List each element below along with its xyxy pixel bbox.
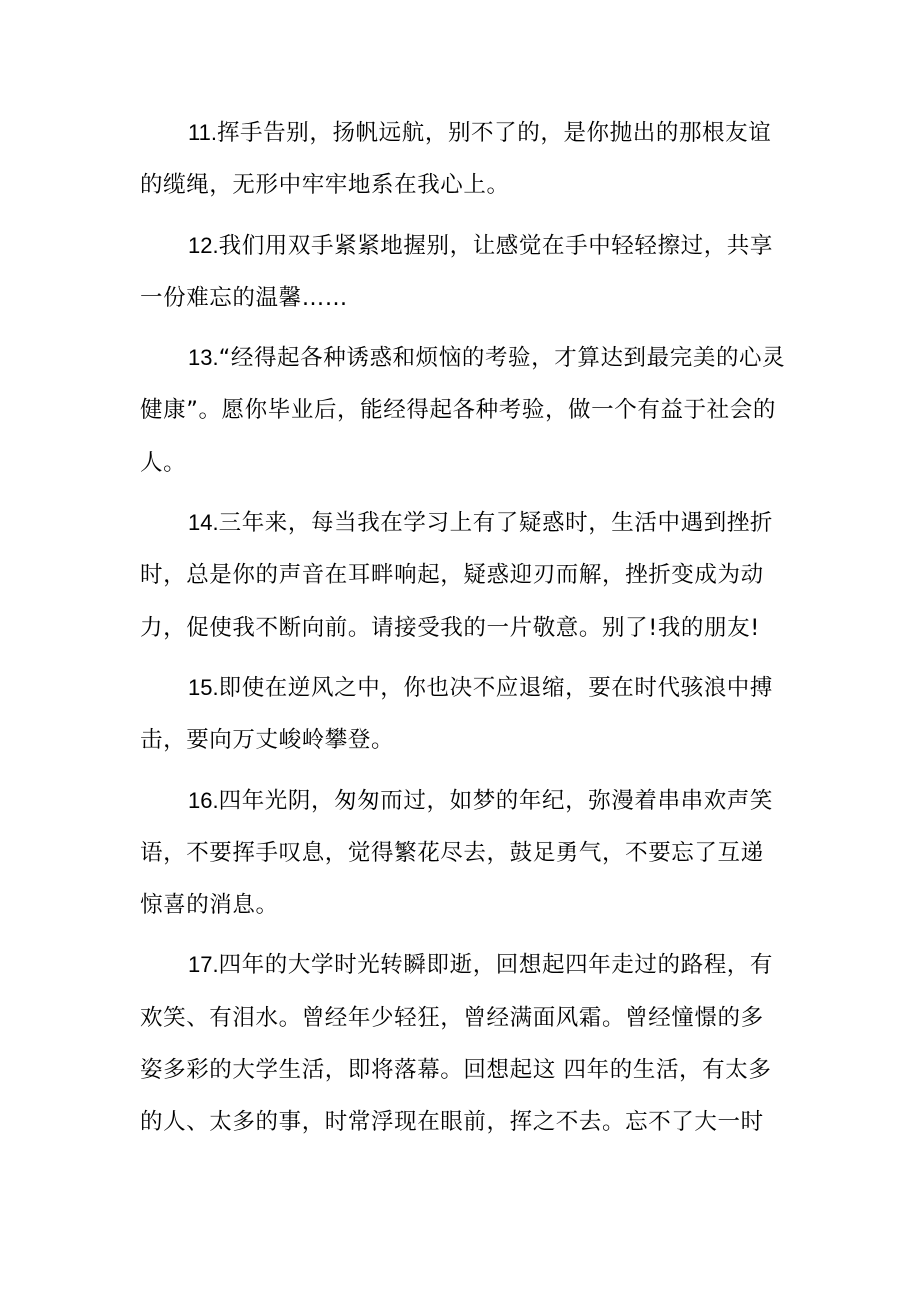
line-text: 我们用双手紧紧地握别，让感觉在手中轻轻擦过，共享 <box>218 232 773 259</box>
paragraph-number: 11. <box>188 120 217 145</box>
line-text: 四年的大学时光转瞬即逝，回想起四年走过的路程，有 <box>218 952 773 979</box>
paragraph-line: 惊喜的消息。 <box>140 892 279 919</box>
line-text: 四年光阴，匆匆而过，如梦的年纪，弥漫着串串欢声笑 <box>218 787 773 814</box>
paragraph-13 <box>140 343 790 500</box>
paragraph-line <box>140 508 790 560</box>
paragraph-line <box>140 231 790 283</box>
paragraph-line <box>140 118 790 170</box>
paragraph-line <box>140 673 790 725</box>
paragraph-line <box>140 950 790 1002</box>
paragraph-line <box>140 343 790 395</box>
paragraph-number: 13. <box>188 345 219 371</box>
line-text: 挥手告别，扬帆远航，别不了的，是你抛出的那根友谊 <box>216 120 772 146</box>
paragraph-16 <box>140 786 790 943</box>
line-text: “经得起各种诱惑和烦恼的考验，才算达到最完美的心灵 <box>218 345 786 372</box>
paragraph-17 <box>140 950 790 1159</box>
line-text: 三年来，每当我在学习上有了疑惑时，生活中遇到挫折 <box>218 510 773 537</box>
paragraph-line: 健康”。愿你毕业后，能经得起各种考验，做一个有益于社会的 <box>140 397 776 424</box>
paragraph-line: 姿多彩的大学生活，即将落幕。回想起这 四年的生活，有太多 <box>140 1057 772 1084</box>
paragraph-line: 语，不要挥手叹息，觉得繁花尽去，鼓足勇气，不要忘了互递 <box>140 839 764 866</box>
paragraph-line: 人。 <box>140 449 187 476</box>
paragraph-number: 17. <box>188 952 219 978</box>
paragraph-number: 14. <box>188 510 219 536</box>
paragraph-line: 击，要向万丈峻岭攀登。 <box>140 727 395 754</box>
paragraph-line: 一份难忘的温馨…… <box>140 284 348 311</box>
paragraph-11 <box>140 118 790 223</box>
document-body <box>140 118 790 1168</box>
paragraph-line: 的人、太多的事，时常浮现在眼前，挥之不去。忘不了大一时 <box>140 1109 764 1136</box>
line-text: 即使在逆风之中，你也决不应退缩，要在时代骇浪中搏 <box>218 674 773 701</box>
paragraph-line: 的缆绳，无形中牢牢地系在我心上。 <box>140 172 510 199</box>
paragraph-line: 欢笑、有泪水。曾经年少轻狂，曾经满面风霜。曾经憧憬的多 <box>140 1004 764 1031</box>
paragraph-line: 力，促使我不断向前。请接受我的一片敬意。别了!我的朋友! <box>140 614 760 641</box>
paragraph-12 <box>140 231 790 336</box>
paragraph-line: 时，总是你的声音在耳畔响起，疑惑迎刃而解，挫折变成为动 <box>140 562 764 589</box>
paragraph-number: 16. <box>188 787 219 813</box>
paragraph-number: 12. <box>188 232 219 258</box>
paragraph-15 <box>140 673 790 778</box>
paragraph-number: 15. <box>188 674 219 700</box>
paragraph-14 <box>140 508 790 665</box>
paragraph-line <box>140 786 790 838</box>
